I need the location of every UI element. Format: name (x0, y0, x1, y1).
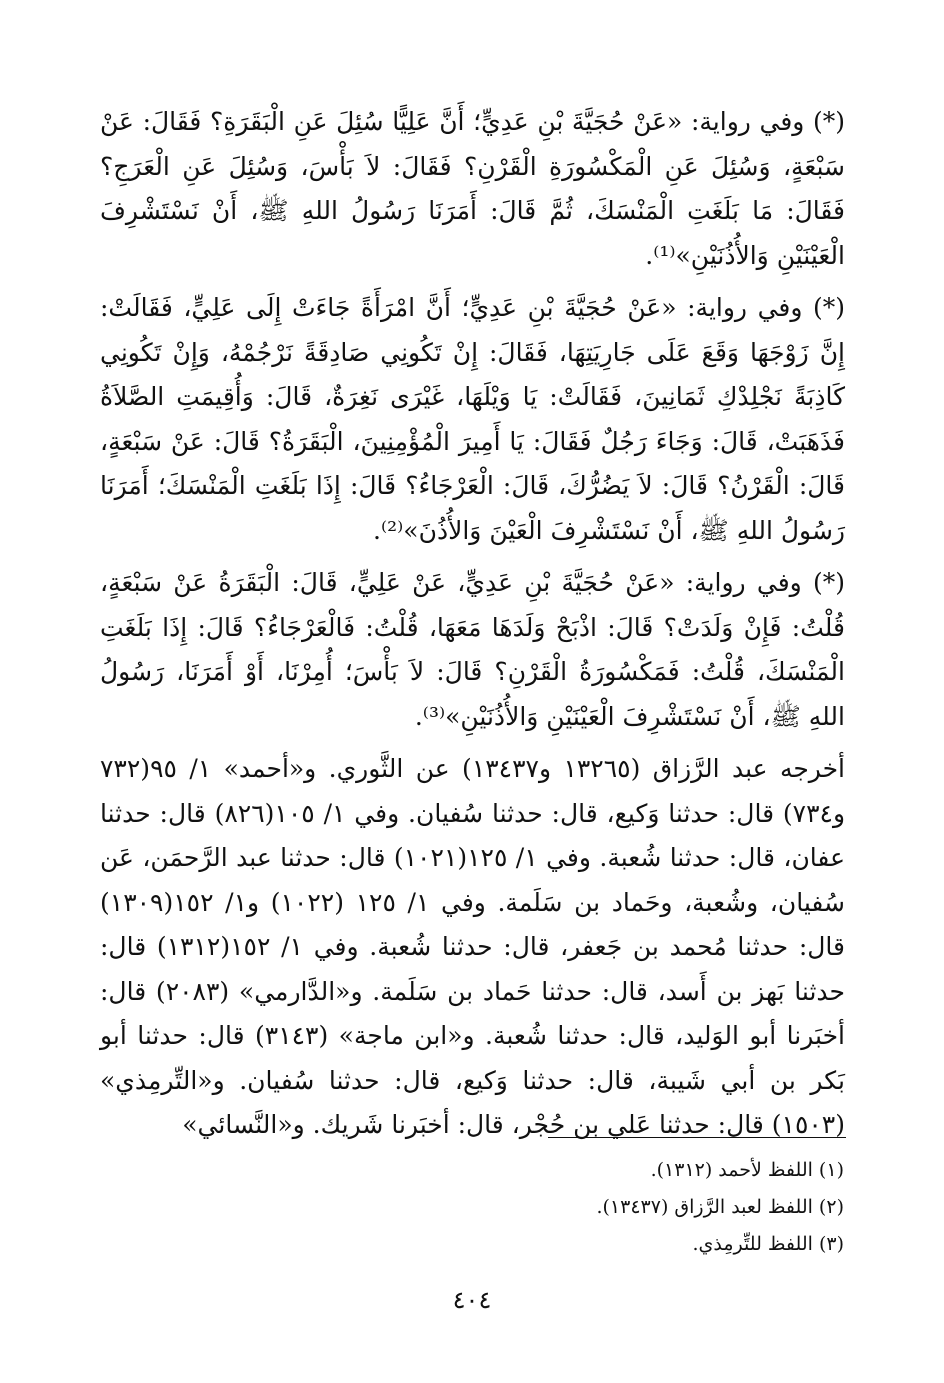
hadith-paragraph-2: (*) وفي رواية: «عَنْ حُجَيَّةَ بْنِ عَدِيٍّ؛ أَنَّ امْرَأَةً جَاءَتْ إِلَى عَلِيٍّ، فَقَالَتْ: إِنَّ زَوْجَهَا وَقَعَ عَلَى جَارِيَتِهَا، فَقَالَ: إِنْ تَكُونِي صَادِقَةً نَرْجُمْهُ، وَإِنْ تَكُونِي كَاذِبَةً نَجْلِدْكِ ثَمَانِينَ، فَقَالَتْ: يَا وَيْلَهَا، غَيْرَى نَغِرَةٌ، قَالَ: وَأُقِيمَتِ الصَّلاَةُ فَذَهَبَتْ، قَالَ: وَجَاءَ رَجُلٌ فَقَالَ: يَا أَمِيرَ الْمُؤْمِنِينَ، الْبَقَرَةُ؟ قَالَ: عَنْ سَبْعَةٍ، قَالَ: الْقَرْنُ؟ قَالَ: لاَ يَضُرُّكَ، قَالَ: الْعَرْجَاءُ؟ قَالَ: إِذَا بَلَغَتِ الْمَنْسَكَ؛ أَمَرَنَا رَسُولُ اللهِ ﷺ، أَنْ نَسْتَشْرِفَ الْعَيْنَ وَالأُذُنَ»⁽²⁾. (100, 293, 845, 545)
footnote-1: (١) اللفظ لأحمد (١٣١٢). (650, 1159, 844, 1181)
main-text (100, 100, 845, 1148)
page-number: ٤٠٤ (452, 1286, 492, 1314)
footnote-2: (٢) اللفظ لعبد الرَّزاق (١٣٤٣٧). (596, 1196, 844, 1218)
takhrij-paragraph: أخرجه عبد الرَّزاق (١٣٢٦٥ و١٣٤٣٧) عن الثَّوري. و«أحمد» ١/ ٩٥(٧٣٢ و٧٣٤) قال: حدثنا وَكيع، قال: حدثنا سُفيان. وفي ١/ ١٠٥(٨٢٦) قال: حدثنا عفان، قال: حدثنا شُعبة. وفي ١/ ١٢٥(١٠٢١) قال: حدثنا عبد الرَّحمَن، عَن سُفيان، وشُعبة، وحَماد بن سَلَمة. وفي ١/ ١٢٥ (١٠٢٢) و١/ ١٥٢(١٣٠٩) قال: حدثنا مُحمد بن جَعفر، قال: حدثنا شُعبة. وفي ١/ ١٥٢(١٣١٢) قال: حدثنا بَهز بن أَسد، قال: حدثنا حَماد بن سَلَمة. و«الدَّارمي» (٢٠٨٣) قال: أخبَرنا أبو الوَليد، قال: حدثنا شُعبة. و«ابن ماجة» (٣١٤٣) قال: حدثنا أبو بَكر بن أبي شَيبة، قال: حدثنا وَكيع، قال: حدثنا سُفيان. و«التِّرمِذي» (١٥٠٣) قال: حدثنا عَلي بن حُجْر، قال: أخبَرنا شَريك. و«النَّسائي» (100, 754, 846, 1139)
footnote-3: (٣) اللفظ للتِّرمِذي. (692, 1233, 844, 1255)
hadith-paragraph-3: (*) وفي رواية: «عَنْ حُجَيَّةَ بْنِ عَدِيٍّ، عَنْ عَلِيٍّ، قَالَ: الْبَقَرَةُ عَنْ سَبْعَةٍ، قُلْتُ: فَإِنْ وَلَدَتْ؟ قَالَ: اذْبَحْ وَلَدَهَا مَعَهَا، قُلْتُ: فَالْعَرْجَاءُ؟ قَالَ: إِذَا بَلَغَتِ الْمَنْسَكَ، قُلْتُ: فَمَكْسُورَةُ الْقَرْنِ؟ قَالَ: لاَ بَأْسَ؛ أُمِرْنَا، أَوْ أَمَرَنَا، رَسُولُ اللهِ ﷺ، أَنْ نَسْتَشْرِفَ الْعَيْنَيْنِ وَالأُذُنَيْنِ»⁽³⁾. (100, 568, 845, 731)
hadith-paragraph-1: (*) وفي رواية: «عَنْ حُجَيَّةَ بْنِ عَدِيٍّ؛ أَنَّ عَلِيًّا سُئِلَ عَنِ الْبَقَرَةِ؟ فَقَالَ: عَنْ سَبْعَةٍ، وَسُئِلَ عَنِ الْمَكْسُورَةِ الْقَرْنِ؟ فَقَالَ: لاَ بَأْسَ، وَسُئِلَ عَنِ الْعَرَجِ؟ فَقَالَ: مَا بَلَغَتِ الْمَنْسَكَ، ثُمَّ قَالَ: أَمَرَنَا رَسُولُ اللهِ ﷺ، أَنْ نَسْتَشْرِفَ الْعَيْنَيْنِ وَالأُذُنَيْنِ»⁽¹⁾. (100, 107, 845, 270)
footnote-divider (548, 1137, 846, 1138)
footnotes (99, 1152, 844, 1263)
